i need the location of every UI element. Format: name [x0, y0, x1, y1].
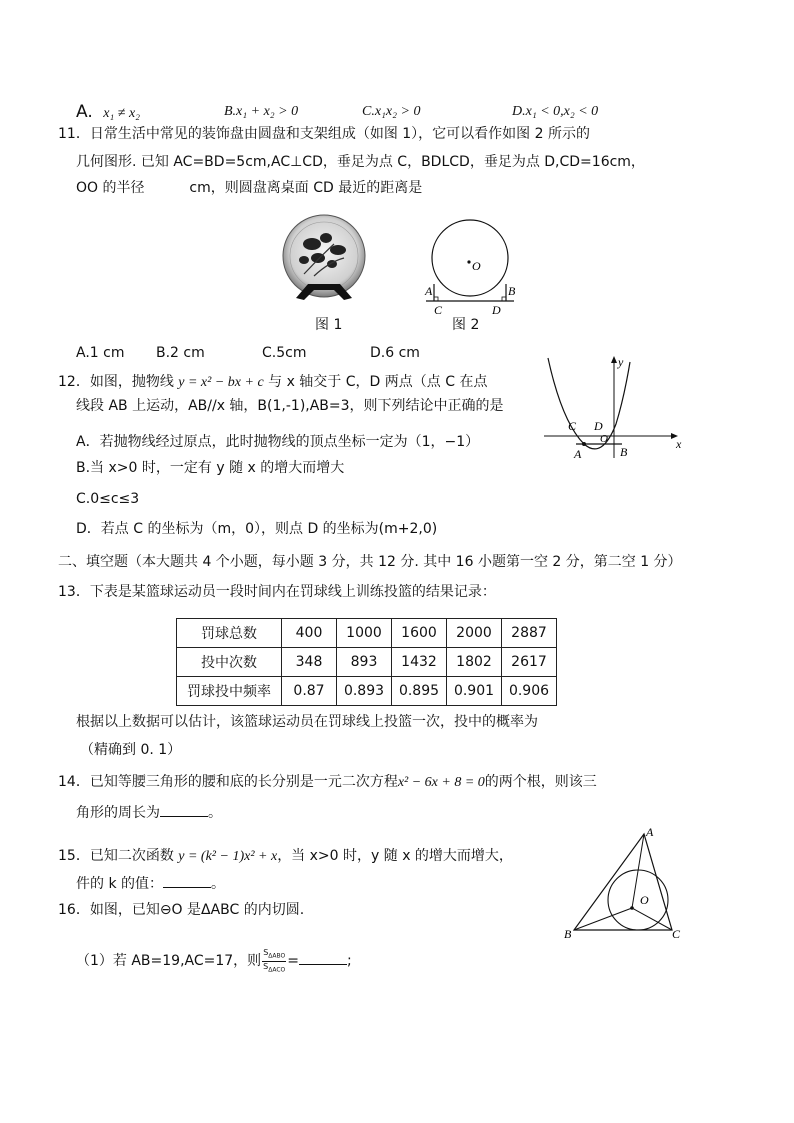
q12-formula: y = x² − bx + c — [178, 375, 264, 390]
q11-option-b: B.2 cm — [156, 345, 205, 361]
table-cell: 0.895 — [392, 677, 447, 706]
q11-option-c: C.5cm — [262, 345, 307, 361]
q10-option-c: C.x₁x₂ > 0 — [362, 104, 421, 119]
label-a: A — [646, 826, 654, 839]
table-cell: 1000 — [337, 619, 392, 648]
table-cell: 0.906 — [502, 677, 557, 706]
label-b: B — [508, 284, 516, 298]
label-o: O — [600, 433, 608, 445]
q11-options — [76, 343, 516, 363]
q10-option-a-letter: A. — [76, 102, 93, 122]
q12-option-c: C.0≤c≤3 — [76, 491, 140, 507]
q10-option-d: D.x₁ < 0,x₂ < 0 — [512, 104, 599, 119]
table-cell: 罚球总数 — [177, 619, 282, 648]
axis-y-label: y — [618, 355, 624, 369]
table-cell: 罚球投中频率 — [177, 677, 282, 706]
table-cell: 2887 — [502, 619, 557, 648]
label-a: A — [425, 284, 433, 298]
label-c: C — [672, 927, 681, 941]
q11-option-a: A.1 cm — [76, 345, 125, 361]
q12-option-a: A．若抛物线经过原点，此时抛物线的顶点坐标一定为（1，−1） — [76, 434, 480, 450]
table-row — [177, 619, 557, 648]
q16-area-ratio: $\frac{S_{\Delta ABO}}{S_{\Delta ACO}}$ — [263, 948, 286, 974]
q11-line-2: 几何图形. 已知 AC=BD=5cm,AC⊥CD，垂足为点 C，BDLCD，垂足为点 D,CD=16cm， — [76, 154, 645, 170]
table-cell: 1802 — [447, 648, 502, 677]
q15-line-1: 15．已知二次函数 y = (k² − 1)x² + x，当 x>0 时，y 随 x 的增大而增大， — [58, 848, 513, 864]
q10-option-a: x₁ ≠ x₂ — [103, 106, 141, 121]
q16-answer-blank — [299, 950, 347, 965]
table-cell: 0.901 — [447, 677, 502, 706]
q11-line-3b: cm，则圆盘离桌面 CD 最近的距离是 — [189, 180, 423, 196]
q15-line-2: 件的 k 的值： 。 — [76, 873, 225, 894]
q14-answer-blank — [160, 802, 208, 817]
center-dot — [467, 260, 470, 263]
q14-equation: x² − 6x + 8 = 0 — [397, 775, 485, 790]
q13-intro: 13．下表是某篮球运动员一段时间内在罚球线上训练投篮的结果记录： — [58, 584, 496, 600]
label-b: B — [564, 927, 572, 941]
table-cell: 1432 — [392, 648, 447, 677]
table-cell: 2617 — [502, 648, 557, 677]
table-cell: 1600 — [392, 619, 447, 648]
q12-option-b: B.当 x>0 时，一定有 y 随 x 的增大而增大 — [76, 460, 345, 476]
table-row — [177, 648, 557, 677]
table-cell: 投中次数 — [177, 648, 282, 677]
q13-after-1: 根据以上数据可以估计，该篮球运动员在罚球线上投篮一次，投中的概率为 — [76, 714, 538, 730]
q11-line-3 — [76, 178, 422, 198]
section-2-header: 二、填空题（本大题共 4 个小题，每小题 3 分，共 12 分. 其中 16 小题第一空 2 分，第二空 1 分） — [58, 554, 682, 570]
label-d: D — [492, 303, 501, 317]
q11-figure-1-plate — [274, 214, 374, 310]
table-cell: 2000 — [447, 619, 502, 648]
q12-option-d: D．若点 C 的坐标为（m，0），则点 D 的坐标为(m+2,0) — [76, 521, 438, 537]
q10-option-b: B.x₁ + x₂ > 0 — [224, 104, 299, 119]
label-a: A — [574, 447, 582, 461]
q12-line-2: 线段 AB 上运动，AB//x 轴，B(1,-1),AB=3，则下列结论中正确的是 — [76, 398, 504, 414]
axis-x-label: x — [676, 437, 682, 451]
q11-line-1: 11．日常生活中常见的装饰盘由圆盘和支架组成（如图 1），它可以看作如图 2 所示的 — [58, 126, 590, 142]
table-cell: 0.893 — [337, 677, 392, 706]
q11-line-3a: OO 的半径 — [76, 180, 145, 196]
table-cell: 893 — [337, 648, 392, 677]
q15-answer-blank — [163, 873, 211, 888]
label-o: O — [472, 259, 481, 273]
label-b: B — [620, 445, 628, 459]
q15-equation: y = (k² − 1)x² + x — [178, 849, 278, 864]
q14-line-2: 角形的周长为 。 — [76, 802, 222, 823]
q11-option-d: D.6 cm — [370, 345, 420, 361]
label-d: D — [594, 419, 603, 433]
q16-part-1: （1）若 AB=19,AC=17，则 $\frac{S_{\Delta ABO}}{S_{\Delta ACO}}$ = ; — [76, 948, 352, 974]
q16-intro: 16．如图，已知⊖O 是ΔABC 的内切圆. — [58, 902, 305, 918]
q11-figure-2-caption: 图 2 — [452, 317, 480, 333]
q10-options — [76, 102, 716, 124]
q12-parabola-graph — [538, 352, 686, 462]
table-row — [177, 677, 557, 706]
table-cell: 0.87 — [282, 677, 337, 706]
q16-incircle-diagram — [560, 826, 690, 944]
q13-table — [176, 618, 557, 706]
label-o: O — [640, 893, 649, 907]
q14-line-1: 14．已知等腰三角形的腰和底的长分别是一元二次方程x² − 6x + 8 = 0的两个根，则该三 — [58, 774, 597, 790]
q11-figure-1-caption: 图 1 — [315, 317, 343, 333]
q12-line-1: 12．如图，抛物线 y = x² − bx + c 与 x 轴交于 C，D 两点（点 C 在点 — [58, 374, 488, 390]
q11-figure-2-diagram — [420, 218, 526, 318]
label-c: C — [568, 419, 577, 433]
table-cell: 400 — [282, 619, 337, 648]
label-c: C — [434, 303, 443, 317]
table-cell: 348 — [282, 648, 337, 677]
q13-after-2: （精确到 0. 1） — [80, 742, 182, 758]
